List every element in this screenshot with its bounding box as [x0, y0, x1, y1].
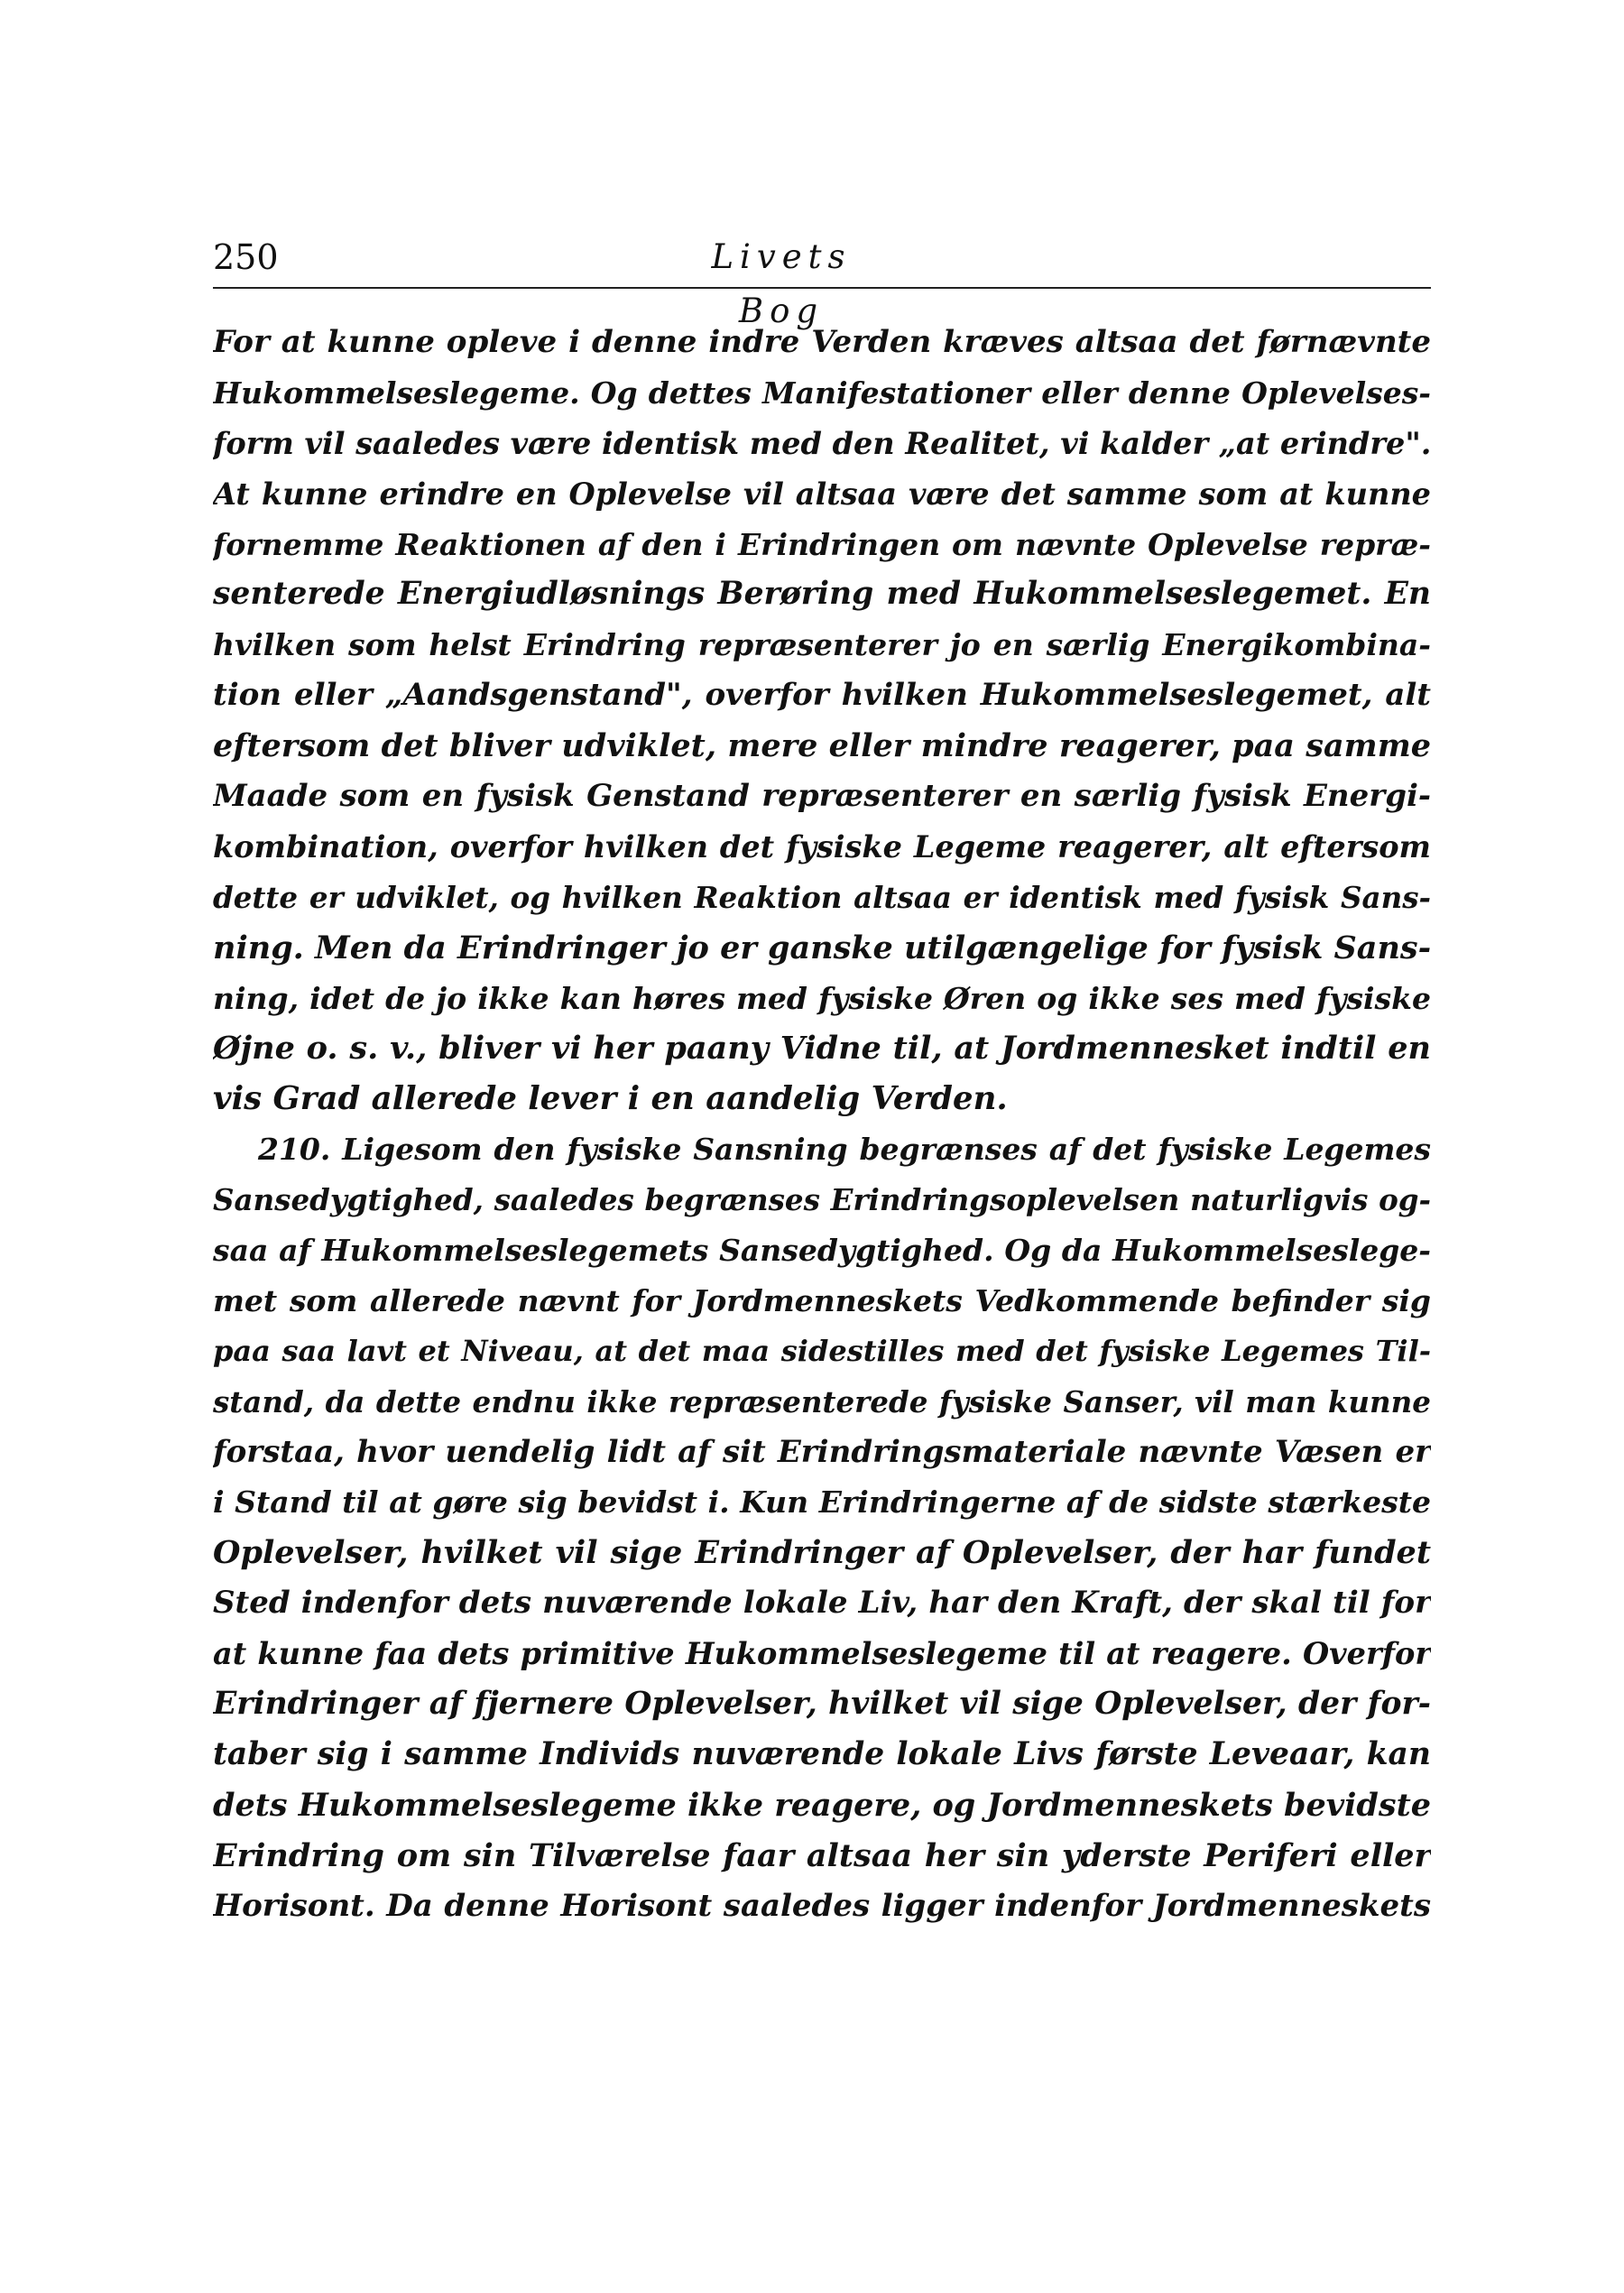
header-rule	[213, 287, 1431, 289]
text-line: dets Hukommelseslegeme ikke reagere, og Jordmenneskets bevidste	[213, 1786, 1431, 1824]
text-line: Øjne o. s. v., bliver vi her paany Vidne til, at Jordmennesket indtil en	[213, 1030, 1431, 1068]
text-line: ning, idet de jo ikke kan høres med fysiske Øren og ikke ses med fysiske	[213, 980, 1431, 1016]
text-line: Erindringer af fjernere Oplevelser, hvilket vil sige Oplevelser, der for-	[213, 1686, 1431, 1723]
text-line: fornemme Reaktionen af den i Erindringen om nævnte Oplevelse repræ-	[213, 526, 1431, 562]
text-line: met som allerede nævnt for Jordmenneskets Vedkommende befinder sig	[213, 1282, 1431, 1318]
text-line: For at kunne opleve i denne indre Verden kræves altsaa det førnævnte	[213, 324, 1431, 360]
text-line: paa saa lavt et Niveau, at det maa sidestilles med det fysiske Legemes Til-	[213, 1333, 1431, 1368]
text-line: Horisont. Da denne Horisont saaledes ligger indenfor Jordmenneskets	[213, 1887, 1431, 1924]
text-line: i Stand til at gøre sig bevidst i. Kun Erindringerne af de sidste stærkeste	[213, 1484, 1431, 1521]
text-line: Erindring om sin Tilværelse faar altsaa her sin yderste Periferi eller	[213, 1836, 1431, 1874]
text-line: forstaa, hvor uendelig lidt af sit Erindringsmateriale nævnte Væsen er	[213, 1433, 1431, 1470]
text-line: senterede Energiudløsnings Berøring med Hukommelseslegemet. En	[213, 576, 1431, 613]
text-line: Sansedygtighed, saaledes begrænses Erindringsoplevelsen naturligvis og-	[213, 1182, 1431, 1218]
running-title: Livets Bog	[711, 237, 852, 330]
text-line: tion eller „Aandsgenstand", overfor hvilken Hukommelseslegemet, alt	[213, 677, 1431, 714]
text-line: Hukommelseslegeme. Og dettes Manifestationer eller denne Oplevelses-	[213, 374, 1431, 411]
text-line: Sted indenfor dets nuværende lokale Liv, har den Kraft, der skal til for	[213, 1585, 1431, 1622]
text-line: At kunne erindre en Oplevelse vil altsaa være det samme som at kunne	[213, 476, 1431, 512]
body-text	[213, 318, 1431, 1932]
text-line: hvilken som helst Erindring repræsenterer jo en særlig Energikombina-	[213, 627, 1431, 663]
text-line: Maade som en fysisk Genstand repræsenterer en særlig fysisk Energi-	[213, 778, 1431, 815]
paragraph-end-line: vis Grad allerede lever i en aandelig Verden.	[213, 1080, 1008, 1118]
text-line: at kunne faa dets primitive Hukommelseslegeme til at reagere. Overfor	[213, 1636, 1431, 1672]
text-line: eftersom det bliver udviklet, mere eller mindre reagerer, paa samme	[213, 727, 1431, 765]
text-line: stand, da dette endnu ikke repræsenterede fysiske Sanser, vil man kunne	[213, 1383, 1431, 1419]
text-line: saa af Hukommelseslegemets Sansedygtighed. Og da Hukommelseslege-	[213, 1233, 1431, 1269]
text-line: kombination, overfor hvilken det fysiske Legeme reagerer, alt eftersom	[213, 828, 1431, 864]
text-line: dette er udviklet, og hvilken Reaktion altsaa er identisk med fysisk Sans-	[213, 879, 1431, 915]
section-start-line: 210. Ligesom den fysiske Sansning begrænses af det fysiske Legemes	[258, 1132, 1431, 1168]
text-line: taber sig i samme Individs nuværende lokale Livs første Leveaar, kan	[213, 1735, 1431, 1772]
text-line: form vil saaledes være identisk med den Realitet, vi kalder „at erindre".	[213, 425, 1431, 461]
page-header	[213, 230, 1431, 330]
text-line: ning. Men da Erindringer jo er ganske utilgængelige for fysisk Sans-	[213, 929, 1431, 966]
text-line: Oplevelser, hvilket vil sige Erindringer af Oplevelser, der har fundet	[213, 1534, 1431, 1572]
page-number: 250	[213, 237, 279, 277]
